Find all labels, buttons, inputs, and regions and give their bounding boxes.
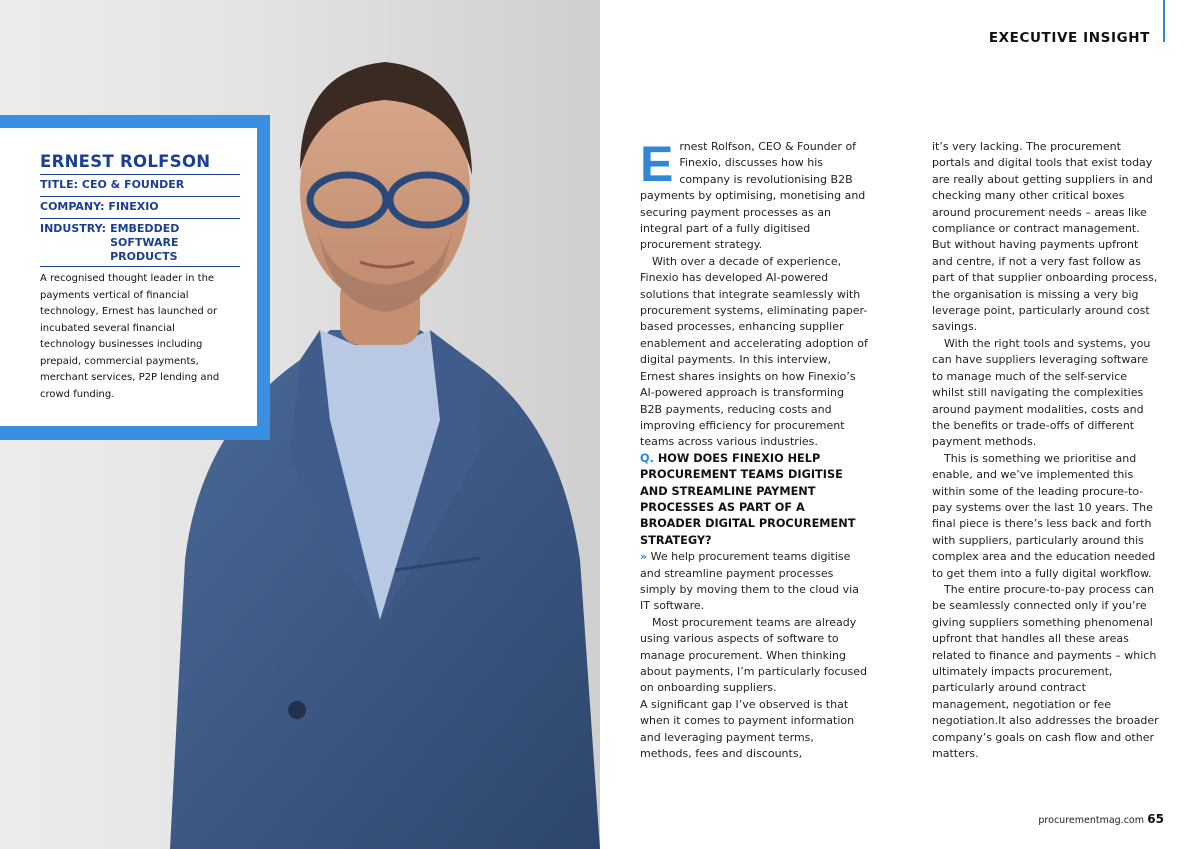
industry-value: EMBEDDED SOFTWARE PRODUCTS — [110, 222, 180, 263]
profile-industry-row — [40, 218, 240, 267]
article-column-2 — [932, 139, 1160, 762]
section-title: EXECUTIVE INSIGHT — [988, 30, 1150, 46]
paragraph: With over a decade of experience, Finexio has developed AI-powered solutions that integrate seamlessly with procurement systems, eliminating paper-based processes, enhancing supplier enablement and accelerating adoption of digital payments. In this interview, Ernest shares insights on how Finexio’s AI-powered approach is transforming B2B payments, reducing costs and improving efficiency for procurement teams across various industries. — [640, 254, 868, 449]
profile-name: ERNEST ROLFSON — [40, 152, 211, 171]
article-column-1 — [640, 136, 868, 762]
paragraph: The entire procure-to-pay process can be seamlessly connected only if you’re giving suppliers something phenomenal upfront that handles all these areas related to finance and payments – which ultimately impacts procurement, particularly around contract management, negotiation or fee negotiation.It also addresses the broader company’s goals on cash flow and other matters. — [932, 582, 1159, 761]
industry-label: INDUSTRY: — [40, 222, 107, 235]
page-number: 65 — [1147, 812, 1164, 826]
paragraph: it’s very lacking. The procurement portals and digital tools that exist today are really about getting suppliers in and checking many other critical boxes around procurement needs – areas like compliance or contract management. But without having payments upfront and centre, if not a very fast follow as part of that supplier onboarding process, the organisation is missing a very big leverage point, particularly around cost savings. — [932, 140, 1158, 334]
frame-accent — [0, 426, 55, 440]
paragraph: Most procurement teams are already using various aspects of software to manage procurement. When thinking about payments, I’m particularly focused on onboarding suppliers. — [640, 615, 868, 695]
answer-paragraph — [640, 549, 868, 615]
title-label: TITLE: — [40, 178, 79, 191]
question-text: HOW DOES FINEXIO HELP PROCUREMENT TEAMS DIGITISE AND STREAMLINE PAYMENT PROCESSES AS PART OF A BROADER DIGITAL PROCUREMENT STRATEGY? — [640, 451, 856, 547]
question-marker: Q. — [640, 451, 654, 465]
frame-accent — [257, 128, 270, 168]
company-label: COMPANY: — [40, 200, 105, 213]
paragraph: A significant gap I’ve observed is that when it comes to payment information and leveraging payment terms, methods, fees and discounts, — [640, 697, 855, 761]
intro-text: rnest Rolfson, CEO & Founder of Finexio, discusses how his company is revolutionising B2B payments by optimising, monetising and securing payment processes as an integral part of a fully digitised procurement strategy. — [640, 140, 866, 252]
header-rule — [1163, 0, 1165, 42]
profile-bio: A recognised thought leader in the payments vertical of financial technology, Ernest has launched or incubated several financial technology businesses including prepaid, commercial payments, merchant services, P2P lending and crowd funding. — [40, 273, 220, 400]
company-value: FINEXIO — [108, 200, 159, 213]
interview-question — [640, 451, 868, 549]
profile-company-row — [40, 196, 240, 214]
title-value: CEO & FOUNDER — [81, 178, 185, 191]
footer-url[interactable]: procurementmag.com — [1038, 815, 1144, 826]
answer-text: We help procurement teams digitise and streamline payment processes simply by moving them to the cloud via IT software. — [640, 550, 859, 613]
profile-title-row — [40, 174, 240, 192]
paragraph: With the right tools and systems, you can have suppliers leveraging software to manage much of the self-service whilst still navigating the complexities around payment modalities, costs and the benefits or trade-offs of different payment methods. — [932, 336, 1151, 449]
answer-arrow-icon: » — [640, 550, 648, 564]
intro-paragraph — [640, 136, 868, 254]
paragraph: This is something we prioritise and enable, and we’ve implemented this within some of the leading procure-to-pay systems over the last 10 years. The final piece is there’s less back and forth with suppliers, particularly around this complex area and the education needed to get them into a fully digital workflow. — [932, 451, 1156, 580]
drop-cap: E — [640, 136, 674, 192]
